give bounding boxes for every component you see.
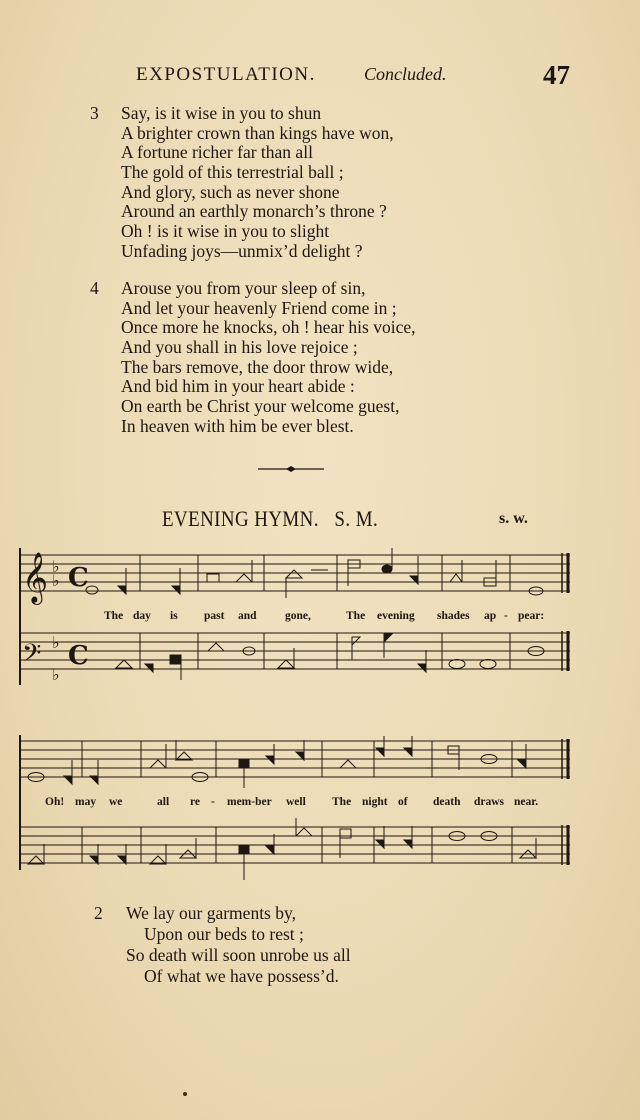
verse-line: Say, is it wise in you to shun bbox=[121, 103, 322, 123]
notes-system1 bbox=[28, 548, 544, 880]
verse-number: 3 bbox=[90, 103, 99, 123]
verse-line: Unfading joys—unmix’d delight ? bbox=[121, 240, 363, 261]
verse-line: A brighter crown than kings have won, bbox=[121, 122, 394, 143]
lyric-syllable: near. bbox=[514, 796, 539, 808]
lyric-syllable: - bbox=[211, 796, 215, 808]
lyric-syllable: death bbox=[433, 796, 461, 808]
lyrics-system1 bbox=[0, 610, 640, 626]
hymn-meter: S. M. bbox=[334, 506, 379, 531]
verse-line: Arouse you from your sleep of sin, bbox=[121, 278, 366, 298]
staff-system1-bass bbox=[20, 633, 570, 669]
stanza-line: We lay our garments by, bbox=[126, 903, 296, 923]
verse-line: Once more he knocks, oh ! hear his voice, bbox=[121, 317, 416, 338]
lyric-syllable: may bbox=[75, 796, 97, 808]
lyric-syllable: evening bbox=[377, 610, 415, 622]
lyric-syllable: draws bbox=[474, 796, 505, 808]
stanza-line: So death will soon unrobe us all bbox=[126, 945, 351, 965]
lyric-syllable: gone, bbox=[285, 610, 311, 622]
bass-clef-icon: 𝄢 bbox=[22, 639, 42, 674]
staff-system2-bass bbox=[20, 827, 570, 863]
stanza-number: 2 bbox=[94, 903, 103, 923]
lyric-syllable: we bbox=[109, 796, 123, 808]
stanza-line: Upon our beds to rest ; bbox=[144, 924, 304, 944]
verse-line: A fortune richer far than all bbox=[121, 142, 313, 163]
svg-text:♭: ♭ bbox=[52, 633, 60, 652]
lyric-syllable: all bbox=[157, 796, 170, 808]
page-number: 47 bbox=[543, 60, 570, 90]
stanza-line: Of what we have possess’d. bbox=[144, 966, 339, 986]
hymn-name: EVENING HYMN. bbox=[162, 506, 319, 531]
verse-number: 4 bbox=[90, 278, 99, 298]
verse-line: In heaven with him be ever blest. bbox=[121, 415, 354, 436]
verse-line: And glory, such as never shone bbox=[121, 181, 340, 202]
lyric-syllable: of bbox=[398, 796, 408, 808]
lyric-syllable: The bbox=[332, 796, 352, 808]
treble-clef-icon: 𝄞 bbox=[22, 552, 49, 603]
common-time-icon: C bbox=[68, 563, 89, 593]
lyric-syllable: The bbox=[346, 610, 366, 622]
lyric-syllable: day bbox=[133, 610, 151, 622]
lyric-syllable: is bbox=[170, 610, 178, 622]
lyric-syllable: Oh! bbox=[45, 796, 65, 808]
verse-line: And let your heavenly Friend come in ; bbox=[121, 297, 397, 318]
lyric-syllable: - bbox=[504, 610, 508, 622]
verse-line: And you shall in his love rejoice ; bbox=[121, 337, 358, 358]
lyric-syllable: re bbox=[190, 796, 201, 808]
verse-line: On earth be Christ your welcome guest, bbox=[121, 396, 400, 417]
verse-line: The gold of this terrestrial ball ; bbox=[121, 162, 344, 183]
lyric-syllable: mem-ber bbox=[227, 796, 272, 808]
ink-speck bbox=[183, 1092, 187, 1096]
verse-line: The bars remove, the door throw wide, bbox=[121, 356, 394, 377]
lyric-syllable: past bbox=[204, 610, 225, 622]
lyric-syllable: shades bbox=[437, 610, 470, 622]
hymn-author: s. w. bbox=[499, 510, 528, 527]
lyric-syllable: The bbox=[104, 610, 124, 622]
lyric-syllable: and bbox=[238, 610, 257, 622]
verse-line: And bid him in your heart abide : bbox=[121, 376, 355, 397]
svg-text:♭: ♭ bbox=[52, 571, 60, 590]
flat-icon: ♭ bbox=[52, 557, 60, 576]
svg-text:♭: ♭ bbox=[52, 665, 60, 684]
lyric-syllable: ap bbox=[484, 610, 497, 622]
running-header-subtitle: Concluded. bbox=[364, 64, 447, 84]
staff-system2-treble bbox=[20, 741, 570, 777]
lyric-syllable: well bbox=[286, 796, 306, 808]
running-header-title: EXPOSTULATION. bbox=[136, 64, 316, 85]
lyric-syllable: pear: bbox=[518, 610, 545, 622]
svg-text:C: C bbox=[68, 641, 89, 671]
lyrics-system2 bbox=[0, 796, 640, 812]
lyric-syllable: night bbox=[362, 796, 388, 808]
verse-line: Around an earthly monarch’s throne ? bbox=[121, 201, 387, 222]
verse-line: Oh ! is it wise in you to slight bbox=[121, 221, 330, 242]
